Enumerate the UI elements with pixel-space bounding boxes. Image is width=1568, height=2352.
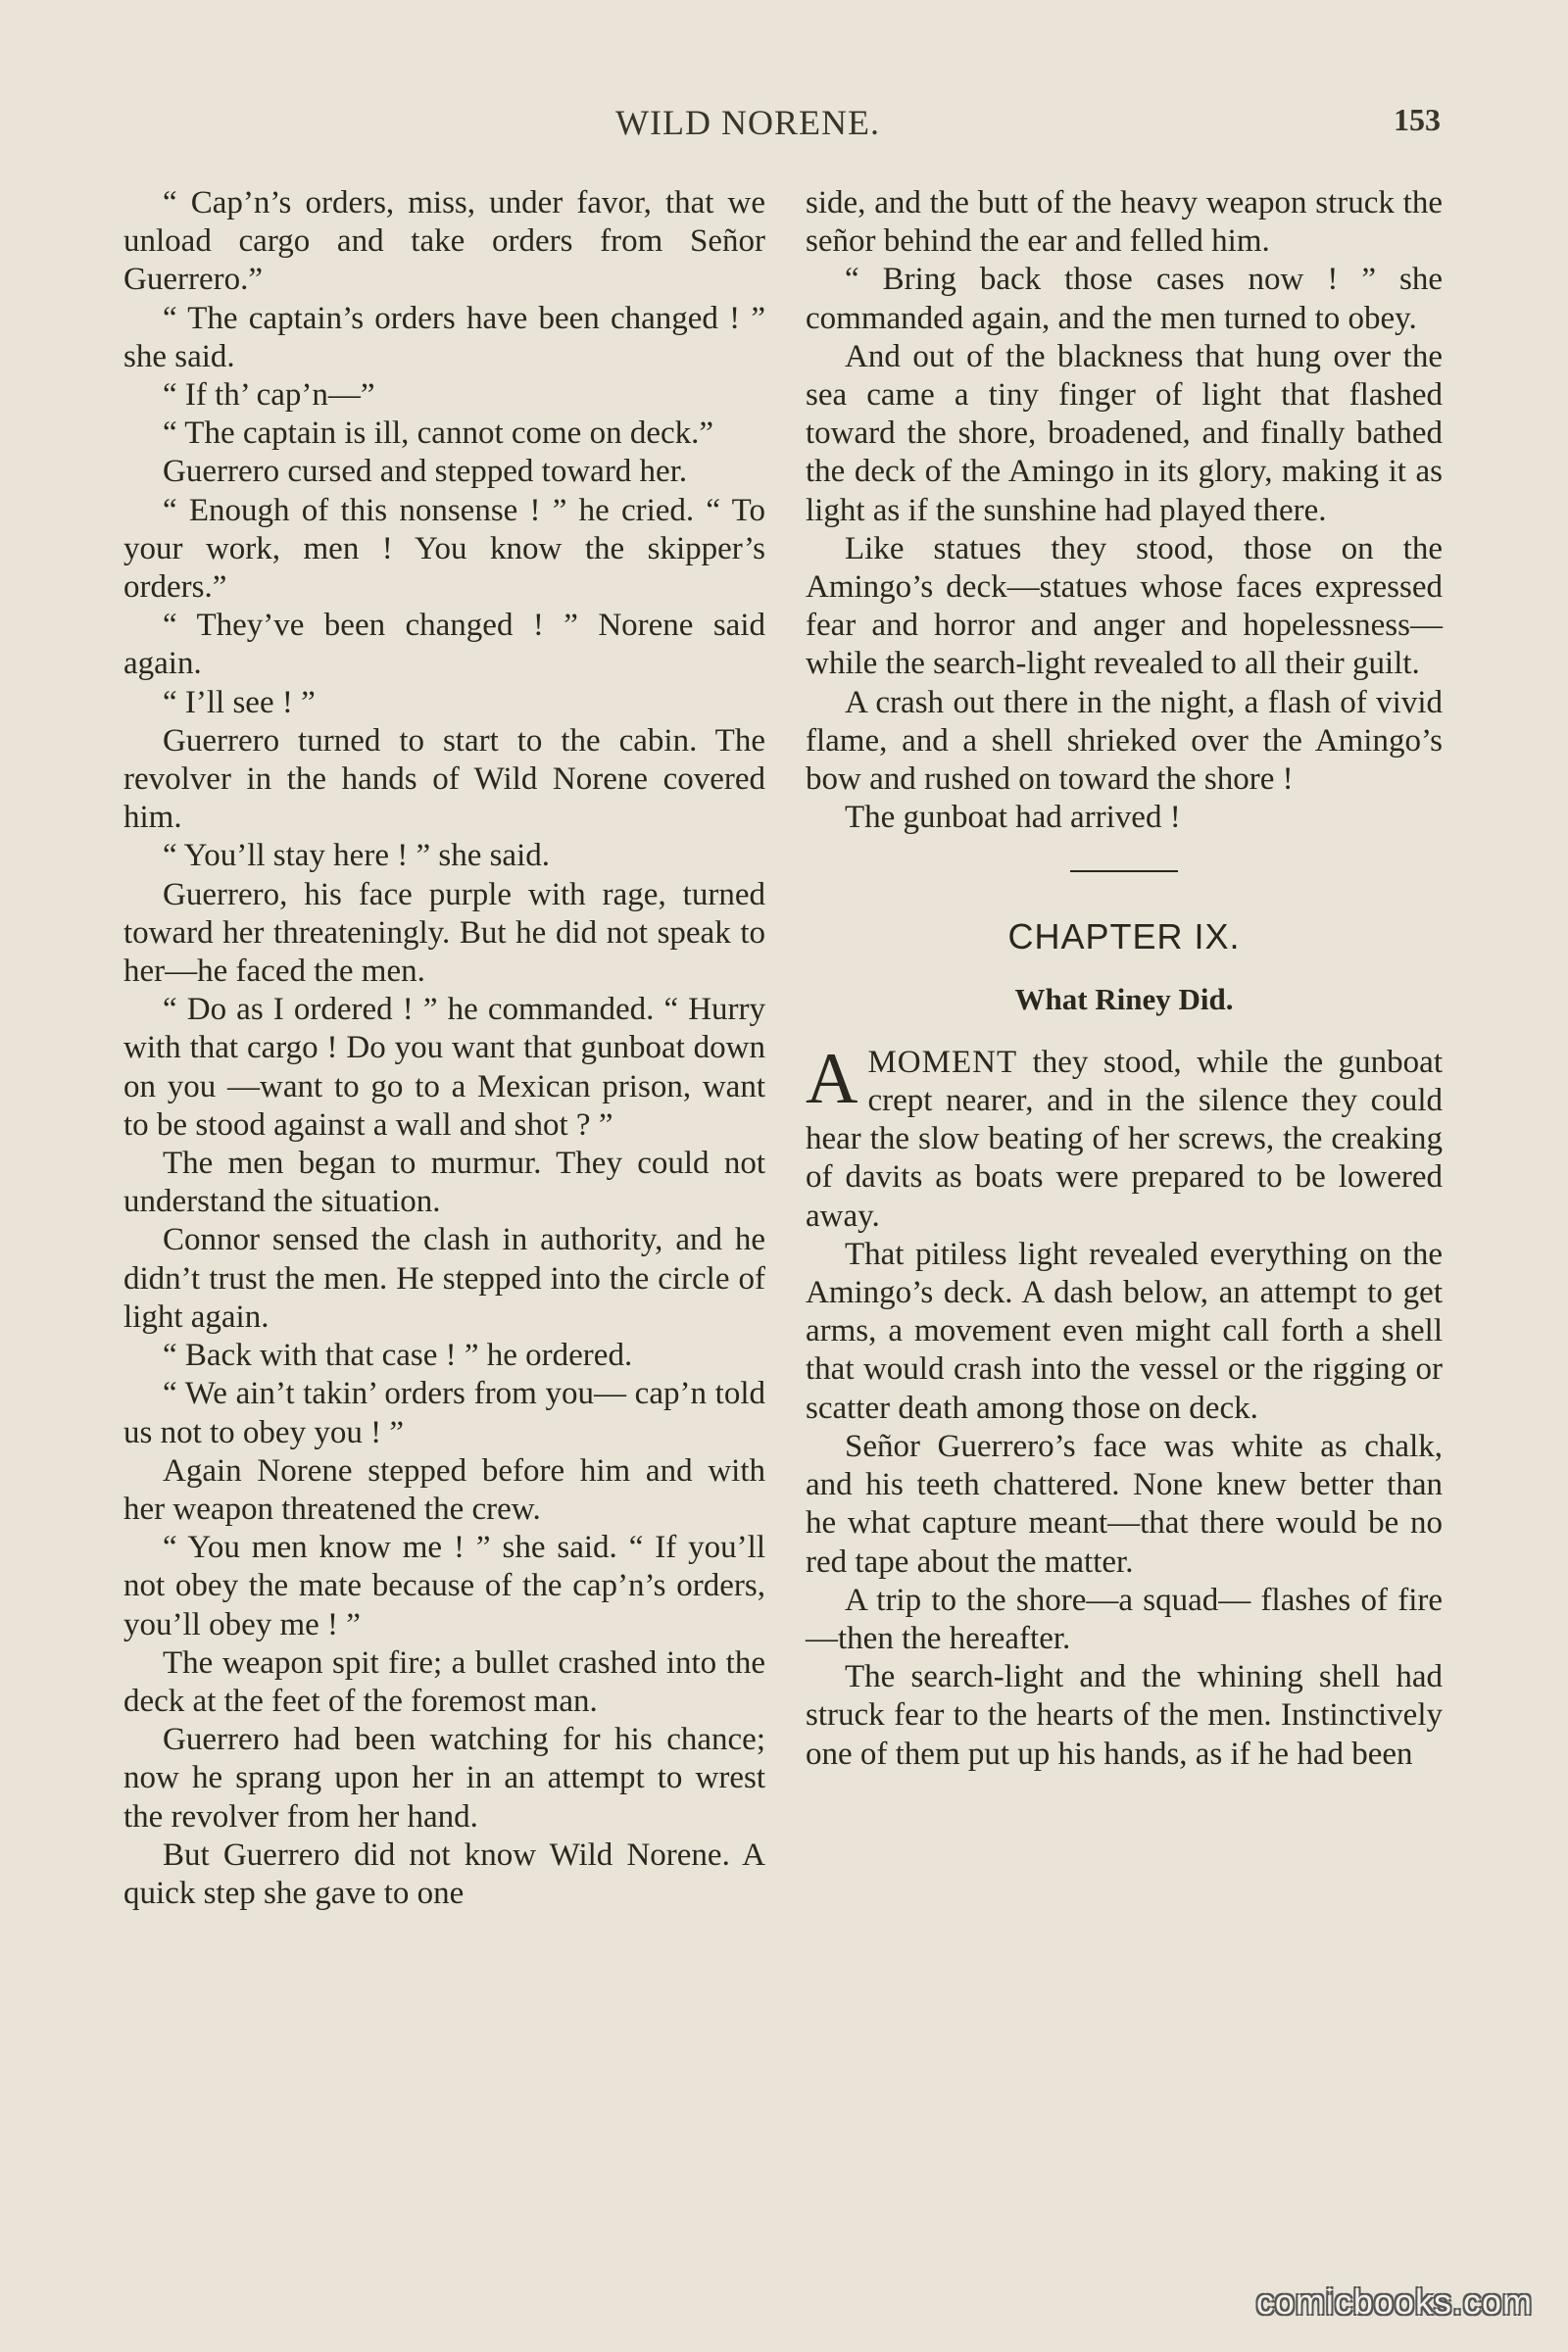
paragraph: “ The captain’s orders have been changed ! ” she said.: [123, 300, 765, 374]
watermark-logo: comicbooks.com: [1255, 2281, 1533, 2322]
paragraph: The weapon spit fire; a bullet crashed into the deck at the feet of the foremost man.: [123, 1644, 765, 1719]
paragraph: Again Norene stepped before him and with her weapon threatened the crew.: [123, 1452, 765, 1527]
chapter-subtitle: What Riney Did.: [1014, 981, 1234, 1016]
chapter-opening-paragraph: [806, 1038, 1443, 1236]
paragraph: A crash out there in the night, a flash of vivid flame, and a shell shrieked over the Amingo’s bow and rushed on toward the shore !: [806, 684, 1443, 798]
paragraph: Guerrero turned to start to the cabin. The revolver in the hands of Wild Norene covered him.: [123, 722, 765, 836]
paragraph: “ The captain is ill, cannot come on deck.”: [163, 416, 714, 452]
paragraph: “ Back with that case ! ” he ordered.: [163, 1338, 633, 1374]
running-head: [0, 102, 1568, 151]
paragraph: Guerrero, his face purple with rage, turned toward her threateningly. But he did not speak to her—he faced the men.: [123, 876, 765, 990]
right-column: [806, 184, 1443, 1774]
paragraph: “ If th’ cap’n—”: [163, 377, 375, 414]
paragraph: The gunboat had arrived !: [845, 800, 1181, 836]
paragraph: “ We ain’t takin’ orders from you— cap’n told us not to obey you ! ”: [123, 1376, 765, 1450]
paragraph: The search-light and the whining shell had struck fear to the hearts of the men. Instinctively one of them put up his hands, as if he had been: [806, 1659, 1443, 1772]
paragraph: And out of the blackness that hung over the sea came a tiny finger of light that flashed toward the shore, broadened, and finally bathed the deck of the Amingo in its glory, making it as light as if the sunshine had played there.: [806, 338, 1443, 528]
paragraph: “ Do as I ordered ! ” he commanded. “ Hurry with that cargo ! Do you want that gunboat down on you —want to go to a Mexican prison, want to be stood against a wall and shot ? ”: [123, 992, 765, 1143]
right-column-bottom-text: [806, 1236, 1443, 1774]
paragraph: Connor sensed the clash in authority, and he didn’t trust the men. He stepped into the circle of light again.: [123, 1222, 765, 1335]
paragraph: Like statues they stood, those on the Amingo’s deck—statues whose faces expressed fear and horror and anger and hopelessness—while the search-light revealed to all their guilt.: [806, 530, 1443, 682]
paragraph: Guerrero cursed and stepped toward her.: [163, 454, 688, 490]
paragraph: “ I’ll see ! ”: [163, 684, 316, 720]
page-number: 153: [1394, 102, 1441, 137]
paragraph: Señor Guerrero’s face was white as chalk, and his teeth chattered. None knew better than he what capture meant—that there would be no red tape about the matter.: [806, 1428, 1443, 1580]
right-column-top-text: [806, 184, 1443, 837]
left-column: [123, 184, 765, 1913]
paragraph: That pitiless light revealed everything on the Amingo’s deck. A dash below, an attempt to get arms, a movement even might call forth a shell that would crash into the vessel or the rigging or scatter death among those on deck.: [806, 1236, 1443, 1426]
chapter-divider-rule: [1070, 870, 1178, 872]
paragraph: “ They’ve been changed ! ” Norene said again.: [123, 608, 765, 682]
paragraph: But Guerrero did not know Wild Norene. A quick step she gave to one: [123, 1837, 765, 1911]
paragraph: “ Enough of this nonsense ! ” he cried. “ To your work, men ! You know the skipper’s orders.”: [123, 492, 765, 606]
paragraph: “ Bring back those cases now ! ” she commanded again, and the men turned to obey.: [806, 262, 1443, 336]
paragraph: “ You men know me ! ” she said. “ If you’ll not obey the mate because of the cap’n’s orders, you’ll obey me ! ”: [123, 1530, 765, 1642]
paragraph: A trip to the shore—a squad— flashes of fire—then the hereafter.: [806, 1582, 1443, 1656]
chapter-title: CHAPTER IX.: [1007, 916, 1241, 957]
paragraph: The men began to murmur. They could not understand the situation.: [123, 1146, 765, 1220]
running-title: WILD NORENE.: [615, 103, 880, 142]
opening-words: MOMENT: [867, 1044, 1018, 1080]
opening-paragraph-text: they stood, while the gunboat crept nearer, and in the silence they could hear the slow beating of her screws, the creaking of davits as boats were prepared to be lowered away.: [806, 1044, 1443, 1234]
paragraph: “ Cap’n’s orders, miss, under favor, that we unload cargo and take orders from Señor Guerrero.”: [123, 185, 765, 298]
paragraph: Guerrero had been watching for his chance; now he sprang upon her in an attempt to wrest the revolver from her hand.: [123, 1722, 765, 1835]
drop-cap-letter: A: [806, 1038, 858, 1119]
paragraph: side, and the butt of the heavy weapon struck the señor behind the ear and felled him.: [806, 185, 1443, 260]
paragraph: “ You’ll stay here ! ” she said.: [163, 838, 551, 874]
